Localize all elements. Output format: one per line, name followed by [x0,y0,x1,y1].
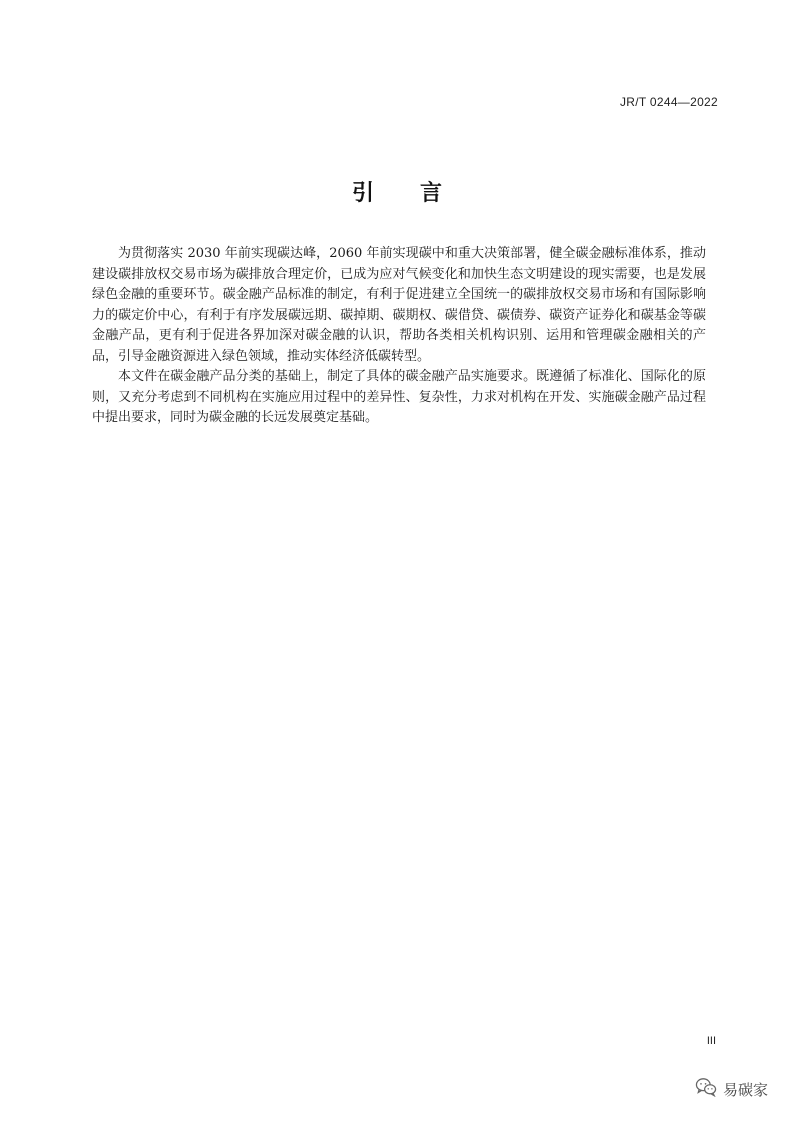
paragraph-1: 为贯彻落实 2030 年前实现碳达峰，2060 年前实现碳中和重大决策部署，健全碳金融标准体系，推动建设碳排放权交易市场为碳排放合理定价，已成为应对气候变化和加快生态文明建设的现实需要，也是发展绿色金融的重要环节。碳金融产品标准的制定，有利于促进建立全国统一的碳排放权交易市场和有国际影响力的碳定价中心，有利于有序发展碳远期、碳掉期、碳期权、碳借贷、碳债券、碳资产证券化和碳基金等碳金融产品，更有利于促进各界加深对碳金融的认识，帮助各类相关机构识别、运用和管理碳金融相关的产品，引导金融资源进入绿色领域，推动实体经济低碳转型。 [92,246,706,364]
standard-code: JR/T 0244—2022 [619,95,718,109]
document-body [92,244,706,429]
page-title: 引言 [351,181,488,206]
page-number: III [706,1035,716,1047]
wechat-icon [695,1077,717,1101]
watermark-text: 易碳家 [722,1080,768,1099]
paragraph-2: 本文件在碳金融产品分类的基础上，制定了具体的碳金融产品实施要求。既遵循了标准化、国际化的原则，又充分考虑到不同机构在实施应用过程中的差异性、复杂性，力求对机构在开发、实施碳金融产品过程中提出要求，同时为碳金融的长远发展奠定基础。 [92,369,706,425]
watermark [695,1077,768,1101]
